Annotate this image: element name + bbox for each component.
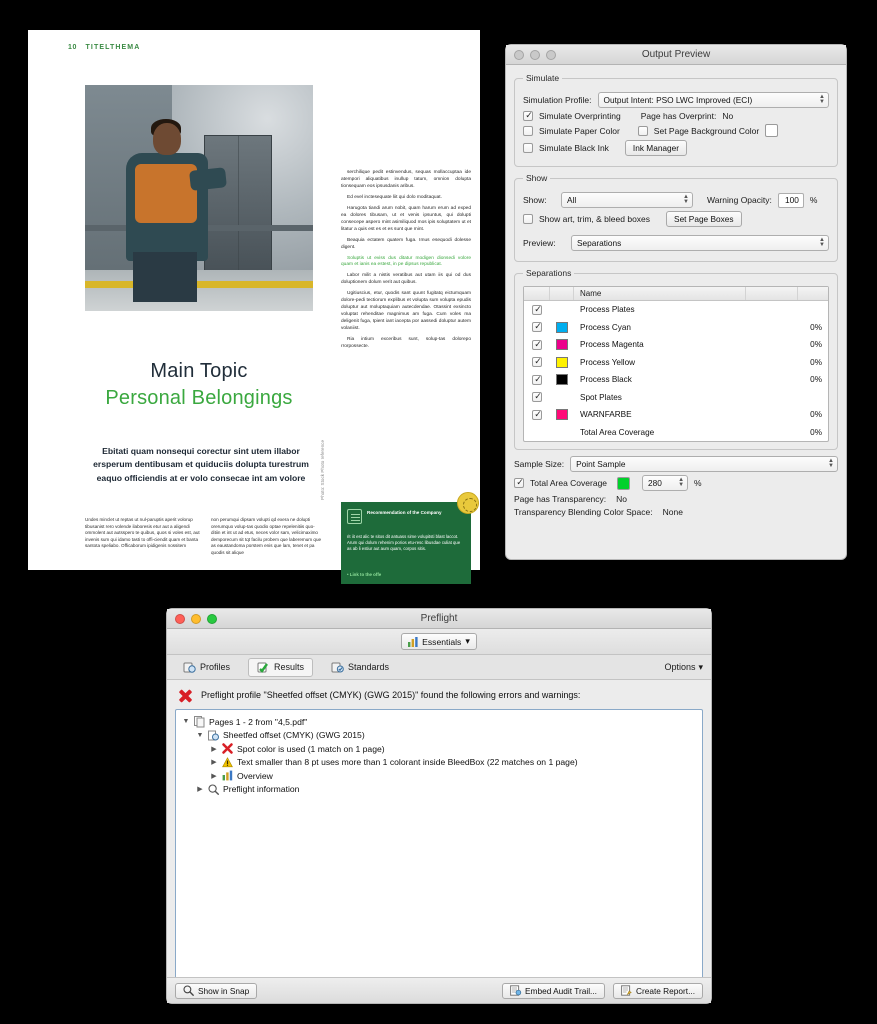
headline-line-2: Personal Belongings	[105, 387, 293, 409]
separation-name: WARNFARBE	[580, 410, 632, 420]
stepper-arrows-icon: ▲ ▼	[828, 458, 834, 469]
warning-opacity-value: 100	[785, 195, 799, 205]
essentials-dropdown-button[interactable]	[401, 633, 477, 650]
output-preview-window	[505, 44, 847, 560]
set-page-background-color-checkbox[interactable]	[638, 126, 648, 136]
total-area-coverage-color-swatch[interactable]	[617, 477, 630, 490]
table-row[interactable]	[524, 301, 828, 319]
separations-table-header	[524, 287, 828, 301]
preview-select[interactable]	[571, 235, 829, 251]
overview-icon	[222, 770, 233, 781]
info-icon	[208, 784, 219, 795]
profiles-icon	[183, 661, 196, 674]
list-item[interactable]	[182, 756, 696, 770]
page-background-color-swatch[interactable]	[765, 124, 778, 137]
ad-body: rit iit est alic te sitos dit antuass sime volupitsti blast laccot. Arum qui dolum rehenim porios etu-resc libusdae culiat que as ab li estiur aut aum quam, corpos sitis.	[347, 534, 461, 552]
row-checkbox[interactable]	[532, 375, 542, 385]
total-area-coverage-label: Total Area Coverage	[530, 478, 608, 488]
show-in-snap-button[interactable]	[175, 983, 257, 999]
simulate-group	[514, 73, 838, 167]
disclosure-triangle-icon[interactable]: ▶	[197, 786, 203, 794]
ink-swatch-yellow	[556, 357, 568, 368]
preflight-message-text: Preflight profile "Sheetfed offset (CMYK) (GWG 2015)" found the following errors and warnings:	[201, 690, 581, 700]
body-paragraph: Ugitiuscius, etur, quodis sant quunt fugitatq eictumquam dolore-pedi tectiorum explibus et volupta sum volupta epudis doluptur aut moluptaquiam autecdendae. Otassint exsincto voluptat rehenditae magnimus am fuga. Cum voles ma deligenit fuga, Ipient iant iacepta por aassedi doluptur autem volaniist.	[341, 291, 471, 332]
output-preview-titlebar[interactable]	[506, 45, 846, 65]
simulation-profile-label: Simulation Profile:	[523, 95, 592, 105]
disclosure-triangle-icon[interactable]: ▶	[211, 759, 217, 767]
error-icon	[222, 743, 233, 754]
stepper-arrows-icon: ▲ ▼	[678, 477, 685, 488]
sample-size-select[interactable]	[570, 456, 838, 472]
section-label: TITELTHEMA	[85, 44, 141, 51]
separation-value: 0%	[810, 427, 822, 437]
warning-opacity-input[interactable]	[778, 193, 804, 208]
table-row[interactable]	[524, 336, 828, 354]
total-area-coverage-value-select[interactable]	[642, 475, 688, 491]
chevron-down-icon: ▾	[698, 661, 703, 672]
show-group	[514, 173, 838, 262]
disclosure-triangle-icon[interactable]: ▶	[211, 772, 217, 780]
standards-icon	[331, 661, 344, 674]
ink-swatch-black	[556, 374, 568, 385]
results-icon	[257, 661, 270, 674]
article-photo	[85, 85, 313, 311]
preflight-window	[166, 608, 712, 1004]
page-has-overprint-label: Page has Overprint:	[640, 111, 717, 121]
headline-line-1: Main Topic	[150, 360, 248, 382]
simulate-paper-color-label: Simulate Paper Color	[539, 125, 620, 136]
ink-manager-button[interactable]: Ink Manager	[625, 140, 687, 156]
table-row[interactable]	[524, 406, 828, 424]
show-legend: Show	[526, 173, 548, 183]
create-report-button[interactable]	[613, 983, 703, 999]
list-item-label: Preflight information	[223, 784, 300, 795]
simulate-paper-color-checkbox[interactable]	[523, 126, 533, 136]
create-report-label: Create Report...	[635, 985, 695, 996]
total-area-coverage-checkbox[interactable]	[514, 478, 524, 488]
window-title: Output Preview	[641, 49, 711, 60]
row-checkbox[interactable]	[532, 392, 542, 402]
row-checkbox[interactable]	[532, 410, 542, 420]
disclosure-triangle-icon[interactable]: ▼	[196, 731, 204, 739]
chevron-down-icon: ▾	[465, 636, 470, 646]
show-boxes-checkbox[interactable]	[523, 214, 533, 224]
row-checkbox[interactable]	[532, 357, 542, 367]
body-paragraph: Beaquia ectatem quatem fuga. Imus esequodi dolesse digent.	[341, 237, 471, 250]
set-page-background-color-label: Set Page Background Color	[653, 125, 760, 136]
separation-name: Process Magenta	[580, 340, 644, 350]
audit-trail-icon	[510, 985, 521, 996]
table-row[interactable]	[524, 354, 828, 372]
ad-title: Recommendation of the Company	[367, 510, 442, 515]
list-item-label: Spot color is used (1 match on 1 page)	[237, 743, 385, 754]
warning-opacity-unit: %	[809, 195, 818, 205]
essentials-label: Essentials	[422, 636, 462, 647]
separation-name: Process Plates	[580, 305, 635, 315]
table-row[interactable]	[524, 371, 828, 389]
document-icon	[347, 509, 362, 524]
embed-audit-trail-button[interactable]	[502, 983, 605, 999]
stepper-arrows-icon: ▲ ▼	[819, 94, 825, 105]
article-middle-column: non perumqui dipsam volupti qd exera ne dolupti orerumquo volup-tas quodio optae repelenitiis quo-ditiin et int ut ad etus, neces volor sam, velicimaximo demporecum sit tqt facilu probem que laberemum que as eaustandoma porstem enis que lam, tenet et pa quodis sit alique	[211, 517, 322, 555]
preflight-titlebar[interactable]	[167, 609, 711, 629]
blending-space-value: None	[662, 507, 683, 517]
separation-value: 0%	[810, 375, 822, 385]
preview-label: Preview:	[523, 238, 556, 248]
simulation-profile-select[interactable]	[598, 92, 829, 108]
disclosure-triangle-icon[interactable]: ▼	[182, 718, 190, 726]
separation-name: Process Yellow	[580, 357, 636, 367]
tab-profiles[interactable]	[175, 659, 238, 676]
simulate-overprinting-label: Simulate Overprinting	[539, 111, 621, 121]
preflight-result-message	[167, 680, 711, 707]
table-row[interactable]	[524, 424, 828, 442]
error-icon	[177, 687, 193, 703]
separation-value: 0%	[810, 340, 822, 350]
options-menu-button[interactable]	[664, 662, 703, 673]
article-lead: Ebitati quam nonsequi corectur sint utem illabor ersperum dentibusam et quiduciis dolupta turestrum eaquo officiendis at er volo consecae int am volore	[93, 446, 309, 483]
row-checkbox[interactable]	[532, 322, 542, 332]
warning-opacity-label: Warning Opacity:	[707, 195, 772, 205]
tab-results[interactable]	[248, 658, 313, 677]
tab-standards-label: Standards	[348, 662, 390, 672]
simulate-black-ink-label: Simulate Black Ink	[539, 143, 609, 153]
preflight-footer	[167, 977, 711, 1003]
show-select[interactable]	[561, 192, 693, 208]
table-row[interactable]	[524, 319, 828, 337]
separation-name: Process Black	[580, 375, 632, 385]
simulate-legend: Simulate	[526, 73, 560, 83]
list-item[interactable]	[182, 729, 696, 743]
simulate-overprinting-checkbox[interactable]	[523, 111, 533, 121]
total-area-coverage-unit: %	[694, 478, 702, 488]
body-paragraph: Ed evel inctesequate liit qui dolo moditaquat.	[347, 194, 442, 200]
separation-name: Process Cyan	[580, 322, 631, 332]
column-header-name: Name	[574, 287, 746, 300]
pages-icon	[194, 716, 205, 727]
chart-icon	[408, 637, 418, 647]
list-item[interactable]	[182, 742, 696, 756]
set-page-boxes-button[interactable]: Set Page Boxes	[666, 211, 742, 227]
separation-value: 0%	[810, 357, 822, 367]
ink-swatch-cyan	[556, 322, 568, 333]
sample-size-label: Sample Size:	[514, 459, 565, 469]
blending-space-label: Transparency Blending Color Space:	[514, 507, 653, 517]
tab-profiles-label: Profiles	[200, 662, 231, 672]
window-title: Preflight	[420, 613, 458, 624]
preflight-toolbar	[167, 629, 711, 655]
table-row[interactable]	[524, 389, 828, 407]
page-header	[68, 44, 140, 51]
page-has-overprint-value: No	[722, 111, 734, 121]
list-item[interactable]	[182, 715, 696, 729]
body-paragraph-spot-color: Soluptis ut eviss dus ditatur modigen dionsedi volore quam et ianis ea estest, in pe dipsus republicat.	[341, 255, 471, 268]
body-paragraph: Ria intium exceribus sunt, solup-tas dolorepo rrorpossecte.	[341, 337, 471, 350]
preflight-tabs[interactable]	[167, 655, 711, 680]
separation-name: Spot Plates	[580, 392, 622, 402]
body-paragraph: serchilique pedit estinvendus, sequas mollaccuptaa ide atempori aliquatibus inullup tatum, omnion dolupta tionsequam eos ipsusdanis aribus.	[341, 170, 471, 189]
sample-size-value: Point Sample	[576, 459, 626, 469]
list-item[interactable]	[182, 769, 696, 783]
article-right-column	[341, 170, 471, 355]
list-item[interactable]	[182, 783, 696, 797]
show-value: All	[567, 195, 577, 205]
page-has-transparency-value: No	[616, 494, 628, 504]
separations-group	[514, 268, 838, 450]
separations-table[interactable]	[523, 286, 829, 442]
stepper-arrows-icon: ▲ ▼	[819, 237, 825, 248]
tab-standards[interactable]	[323, 659, 397, 676]
list-item-label: Text smaller than 8 pt uses more than 1 colorant inside BleedBox (22 matches on 1 page)	[237, 757, 578, 768]
snap-icon	[183, 985, 194, 996]
list-item-label: Pages 1 - 2 from "4,5.pdf"	[209, 716, 308, 727]
embed-audit-trail-label: Embed Audit Trail...	[525, 985, 597, 996]
ink-swatch-magenta	[556, 339, 568, 350]
simulation-profile-value: Output Intent: PSO LWC Improved (ECI)	[603, 95, 753, 105]
row-checkbox[interactable]	[532, 340, 542, 350]
advertisement-box	[341, 502, 471, 584]
article-headline	[85, 360, 313, 410]
show-boxes-label: Show art, trim, & bleed boxes	[539, 214, 651, 224]
photo-credit: Photo: Stock Photo reference	[320, 439, 325, 500]
warning-icon	[222, 757, 233, 768]
simulate-black-ink-checkbox[interactable]	[523, 143, 533, 153]
options-label: Options	[664, 662, 696, 672]
show-label: Show:	[523, 195, 547, 205]
stepper-arrows-icon: ▲ ▼	[683, 194, 689, 205]
body-paragraph: Labor milit a nistis veratibus aut utam iis qui od dus doluptionem dolum verit aut quibus.	[341, 273, 471, 286]
row-checkbox[interactable]	[532, 305, 542, 315]
preflight-results-tree[interactable]	[175, 709, 703, 985]
separation-value: 0%	[810, 410, 822, 420]
page-number: 10	[68, 44, 77, 51]
article-lower-left-column: Undes minclet ut reptas ut nul-paruptis aperit volorup tibusanist rero volende ilaboresis etur aut a aligendi ommolent aut autsspero te quibus, quos si voles est, aut invenis sum qui idamo tasti to offi-ciendit quam et banta santota speliabo. Officaborum ipidigenis nossitem	[85, 517, 200, 549]
disclosure-triangle-icon[interactable]: ▶	[211, 745, 217, 753]
ad-link[interactable]: • Link to the offe	[347, 572, 382, 577]
page-has-transparency-label: Page has Transparency:	[514, 494, 607, 504]
preview-value: Separations	[577, 238, 622, 248]
separations-legend: Separations	[526, 268, 572, 278]
tab-results-label: Results	[274, 662, 305, 672]
total-area-coverage-value: 280	[648, 478, 662, 488]
body-paragraph: Harugota tiandi arum nobit, quam harum erum ad exped ea dolores tibusam, ut et venis ipsuntus, qui dolupti consecepe aspero mint asimiliquod mos ipis soluptatem ut et litatur a quis est es et es sunt que mint.	[341, 205, 471, 232]
document-page-preview	[28, 30, 480, 577]
profile-icon	[208, 730, 219, 741]
separation-value: 0%	[810, 322, 822, 332]
list-item-label: Overview	[237, 770, 273, 781]
show-in-snap-label: Show in Snap	[198, 985, 250, 996]
separation-name: Total Area Coverage	[580, 427, 655, 437]
ink-swatch-warnfarbe	[556, 409, 568, 420]
report-icon	[621, 985, 632, 996]
list-item-label: Sheetfed offset (CMYK) (GWG 2015)	[223, 730, 365, 741]
